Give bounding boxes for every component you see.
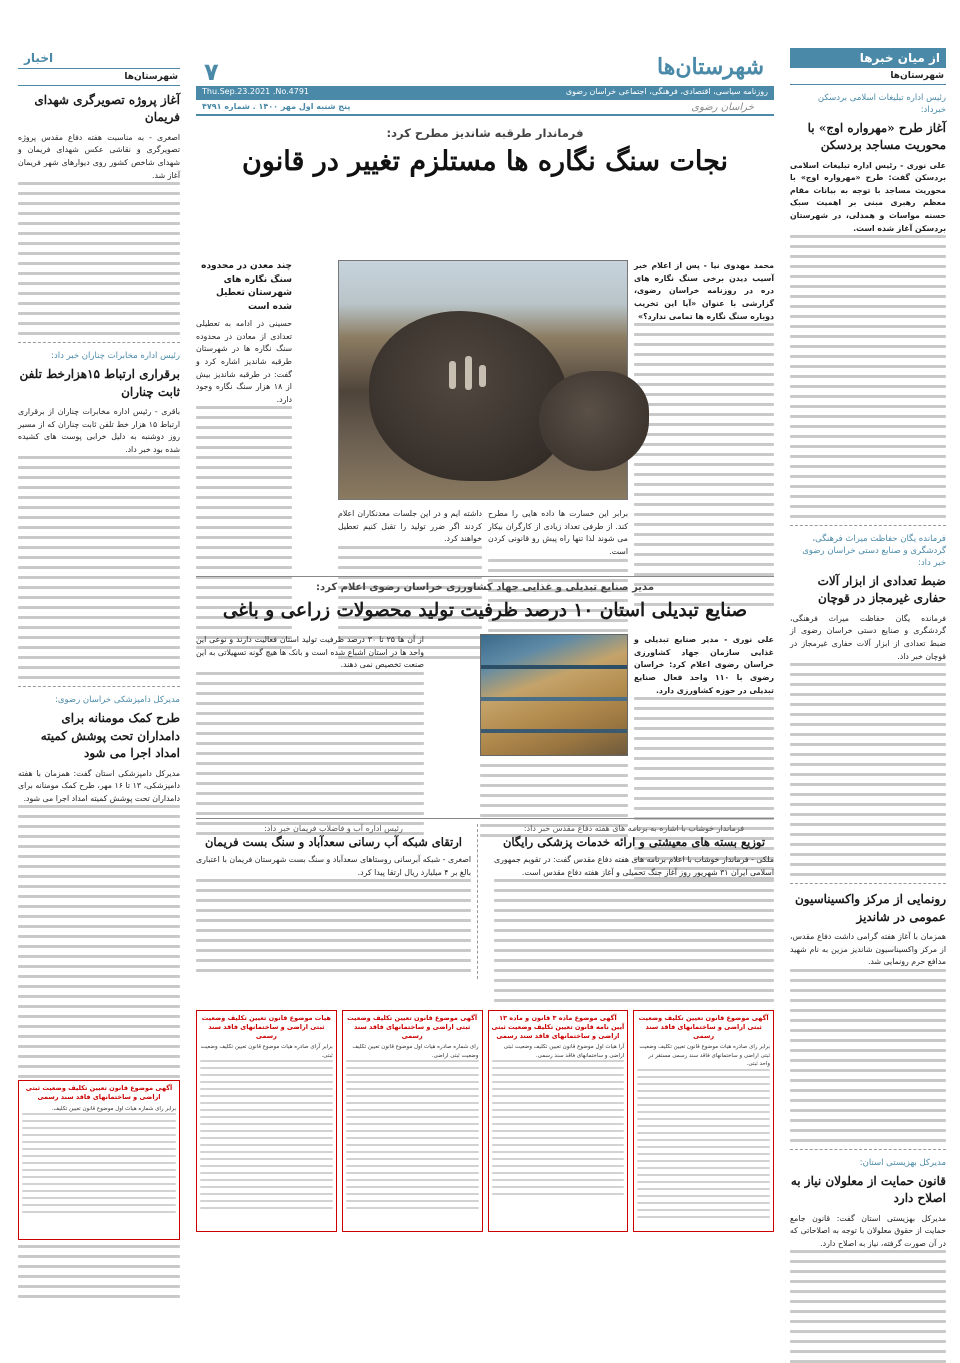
second-byline: علی نوری - مدیر صنایع تبدیلی و غذایی سازمان جهاد کشاورزی خراسان رضوی اعلام کرد: خراسان رضوی با ۱۱۰ واحد فعال صنایع تبدیلی در حوزه کشاورزی دارد. [634,635,775,695]
factory-photo [480,634,628,756]
strip-date-fa: پنج شنبه اول مهر ۱۴۰۰ . شماره ۴۷۹۱ [202,102,351,111]
notice-body: برابر رای صادره هیات موضوع قانون تعیین تکلیف وضعیت ثبتی اراضی و ساختمانهای فاقد سند رسمی مستقر در واحد ثبتی. [639,1044,770,1068]
page-number: ۷ [204,58,219,86]
right-sidebar [790,48,946,1248]
lead-body-a: حسینی در ادامه به تعطیلی تعدادی از معادن در محدوده سنگ نگاره ها در شهرستان طرقبه شاندیز اشاره کرد و گفت: در طرقبه شاندیز بیش از ۱۸ هزار سنگ نگاره وجود دارد. [196,319,292,404]
rock-carving-photo [338,260,628,500]
strip-date-en: Thu.Sep.23.2021 .No.4791 [202,87,309,96]
section-divider [196,576,774,577]
left-sidebar-subheader: شهرستان‌ها [18,69,180,86]
notice-title: آگهی موضوع قانون تعیین تکلیف وضعیت ثبتی اراضی و ساختمانهای فاقد سند رسمی [25,1084,173,1101]
body-text [634,323,774,606]
lead-byline: محمد مهدوی نیا - پس از اعلام خبر آسیب دیدن برخی سنگ نگاره های دره در روزنامه خراسان رضوی، گزارشی با عنوان «آیا این تخریب دوباره سنگ نگاره ها تمامی ندارد؟» [634,261,774,321]
notice-title: هیات موضوع قانون تعیین تکلیف وضعیت ثبتی اراضی و ساختمانهای فاقد سند رسمی [201,1014,331,1040]
legal-notice[interactable] [342,1010,483,1232]
body-text [790,663,946,876]
legal-notices-left [18,1080,180,1240]
news-item [790,891,946,1142]
left-sidebar [18,48,180,1238]
fourth-headline[interactable]: ارتقای شبکه آب رسانی سعدآباد و سنگ بست فریمان [204,835,462,849]
notice-body: رای شماره صادره هیات اول موضوع قانون تعیین تکلیف وضعیت ثبتی اراضی. [352,1044,479,1059]
fourth-story [196,824,478,979]
notice-title: آگهی موضوع قانون تعیین تکلیف وضعیت ثبتی اراضی و ساختمانهای فاقد سند رسمی [638,1014,769,1040]
lead-byline-column [634,260,774,613]
headline[interactable]: برقراری ارتباط ۱۵هزارخط تلفن ثابت چناران [19,367,180,399]
right-sidebar-header: از میان خبرها [790,48,946,68]
notice-title: آگهی موضوع ماده ۳ قانون و ماده ۱۳ آیین نامه قانون تعیین تکلیف وضعیت ثبتی اراضی و ساختمانهای فاقد سند رسمی [491,1014,625,1040]
legal-notice[interactable] [488,1010,629,1232]
divider [18,342,180,343]
kicker: رئیس اداره مخابرات چناران خبر داد: [51,351,180,362]
lead-text: اصغری - به مناسبت هفته دفاع مقدس پروژه تصویرگری و نقاشی عکس شهدای فریمان و شهدای شاخص کشور روی دیوارهای شهر فریمان آغاز شد. [18,132,180,180]
lead-text: همزمان با آغاز هفته گرامی داشت دفاع مقدس، از مرکز واکسیناسیون شاندیز مزین به نام شهید مدافع حرم رونمایی شد. [790,932,946,967]
legal-notice[interactable] [633,1010,774,1232]
fourth-supertitle: رئیس اداره آب و فاضلاب فریمان خبر داد: [264,824,403,833]
legal-notice[interactable] [196,1010,337,1232]
second-body: از آن ها ۲۵ تا ۳۰ درصد ظرفیت تولید استان فعالیت دارند و نوعی این واحد ها در استان اشباع شده است و بانک ها هیچ گونه تسهیلاتی به این صنعت تخصیص نمی دهند. [196,635,424,670]
lead-text: مدیرکل بهزیستی استان گفت: قانون جامع حمایت از حقوق معلولان با توجه به اصلاحاتی که در آن صورت گرفته، نیاز به اصلاح دارد. [790,1213,946,1248]
body-text [196,672,424,835]
body-text [18,456,180,679]
divider [790,525,946,526]
body-text [790,1250,946,1363]
body-text [790,969,946,1142]
news-item [790,1158,946,1363]
lead-headline[interactable]: نجات سنگ نگاره ها مستلزم تغییر در قانون [241,146,729,177]
third-body: ملکی - فرماندار خوشاب با اعلام برنامه های هفته دفاع مقدس گفت: در تقویم جمهوری اسلامی ایران ۳۱ شهریور روز آغاز جنگ تحمیلی و آغاز هفته دفاع مقدس است. [494,855,774,877]
kicker: مدیرکل بهزیستی استان: [859,1157,946,1168]
news-item [18,351,180,679]
lead-text: علی نوری - رئیس اداره تبلیغات اسلامی بردسکن گفت: طرح «مهرواره اوج» با محوریت مساجد با توجه به بیانات مقام معظم رهبری مبنی بر اهمیت سبک حسنه مواسات و همدلی، در شهرستان بردسکن آغاز شده است. [790,160,946,233]
notice-title: آگهی موضوع قانون تعیین تکلیف وضعیت ثبتی اراضی و ساختمانهای فاقد سند رسمی [347,1014,478,1040]
newspaper-logo: خراسان رضوی [691,102,754,113]
notice-body: برابر رای شماره هیات اول موضوع قانون تعیین تکلیف. [51,1105,176,1112]
second-body-column [196,634,424,842]
kicker: رئیس اداره تبلیغات اسلامی بردسکن خبرداد: [817,93,946,115]
lead-text: فرمانده یگان حفاظت میراث فرهنگی، گردشگری و صنایع دستی خراسان رضوی از ضبط تعدادی از ابزار آلات حفاری غیرمجاز در قوچان خبر داد. [790,613,946,661]
divider [18,686,180,687]
legal-notices [196,1010,774,1232]
left-sidebar-header: اخبار [18,48,180,69]
notice-body: برابر آرای صادره هیات موضوع قانون تعیین تکلیف وضعیت ثبتی. [200,1044,333,1059]
body-text [494,879,774,1002]
lead-subhead-column [196,260,292,656]
lead-text: مدیرکل دامپزشکی استان گفت: همزمان با هفته دامپزشکی، ۱۳ تا ۱۶ مهر، طرح کمک مومنانه برای دامداران تحت پوشش کمیته امداد اجرا می شود. [18,768,180,803]
masthead [196,48,774,116]
third-headline[interactable]: توزیع بسته های معیشتی و ارائه خدمات پزشکی رایگان [502,835,766,849]
third-supertitle: فرماندار خوشاب با اشاره به برنامه های هفته دفاع مقدس خبر داد: [523,824,745,833]
section-title: شهرستان‌ها [657,54,764,80]
lead-supertitle: فرماندار طرقبه شاندیز مطرح کرد: [386,126,584,140]
lead-text: باقری - رئیس اداره مخابرات چناران از برقراری ارتباط ۱۵ هزار خط تلفن ثابت چناران که از مسیر روز دوشنبه به دلیل خرابی پوست های کشیده شده بود خبر داد. [18,406,180,454]
second-supertitle: مدیر صنایع تبدیلی و غذایی جهاد کشاورزی خراسان رضوی اعلام کرد: [315,582,655,593]
lead-body-b: برابر این خسارت ها داده هایی را مطرح کند. از طرفی تعداد زیادی از کارگران بیکار می شوند لذا تنها راه پیش رو قانونی کردن است. [488,509,628,556]
news-item [18,92,180,335]
headline[interactable]: رونمایی از مرکز واکسیناسیون عمومی در شاندیز [794,892,946,924]
strip-right: روزنامه سیاسی، اقتصادی، فرهنگی، اجتماعی خراسان رضوی [565,87,768,96]
fourth-body: اصغری - شبکه آبرسانی روستاهای سعدآباد و سنگ بست شهرستان فریمان با اعتباری بالغ بر ۴ میلیارد ریال ارتقا پیدا کرد. [196,855,471,877]
kicker: فرمانده یگان حفاظت میراث فرهنگی، گردشگری و صنایع دستی خراسان رضوی خبر داد: [802,534,946,569]
body-text [18,182,180,335]
legal-notice[interactable] [18,1080,180,1240]
notice-body: آرا هیات اول موضوع قانون تعیین تکلیف وضعیت ثبتی اراضی و ساختمانهای فاقد سند رسمی. [503,1044,625,1059]
divider [790,883,946,884]
lead-subhead: چند معدن در محدوده سنگ نگاره های شهرستان تعطیل شده است [201,261,292,312]
body-text [790,235,946,518]
headline[interactable]: طرح کمک مومنانه برای دامداران تحت پوشش کمیته امداد اجرا می شود [40,711,180,761]
third-story [494,824,774,1009]
second-headline[interactable]: صنایع تبدیلی استان ۱۰ درصد ظرفیت تولید محصولات زراعی و باغی [222,600,748,621]
headline[interactable]: آغاز پروژه تصویرگری شهدای فریمان [34,93,180,125]
kicker: مدیرکل دامپزشکی خراسان رضوی: [54,695,180,706]
divider [790,1149,946,1150]
lead-body-c: داشته ایم و در این جلسات معدنکاران اعلام کردند اگر ضرر تولید را تقبل کنیم تعطیل خواهند کرد. [338,509,482,544]
news-item [790,93,946,518]
news-item [790,534,946,876]
date-strip [196,86,774,100]
headline[interactable]: آغاز طرح «مهرواره اوج» با محوریت مساجد بردسکن [807,120,946,153]
headline[interactable]: ضبط تعدادی از ابزار آلات حفاری غیرمجاز در قوچان [817,573,946,606]
right-sidebar-subheader: شهرستان‌ها [790,68,946,85]
headline[interactable]: قانون حمایت از معلولان نیاز به اصلاح دارد [790,1173,946,1206]
body-text [196,879,471,972]
section-divider [196,818,774,819]
